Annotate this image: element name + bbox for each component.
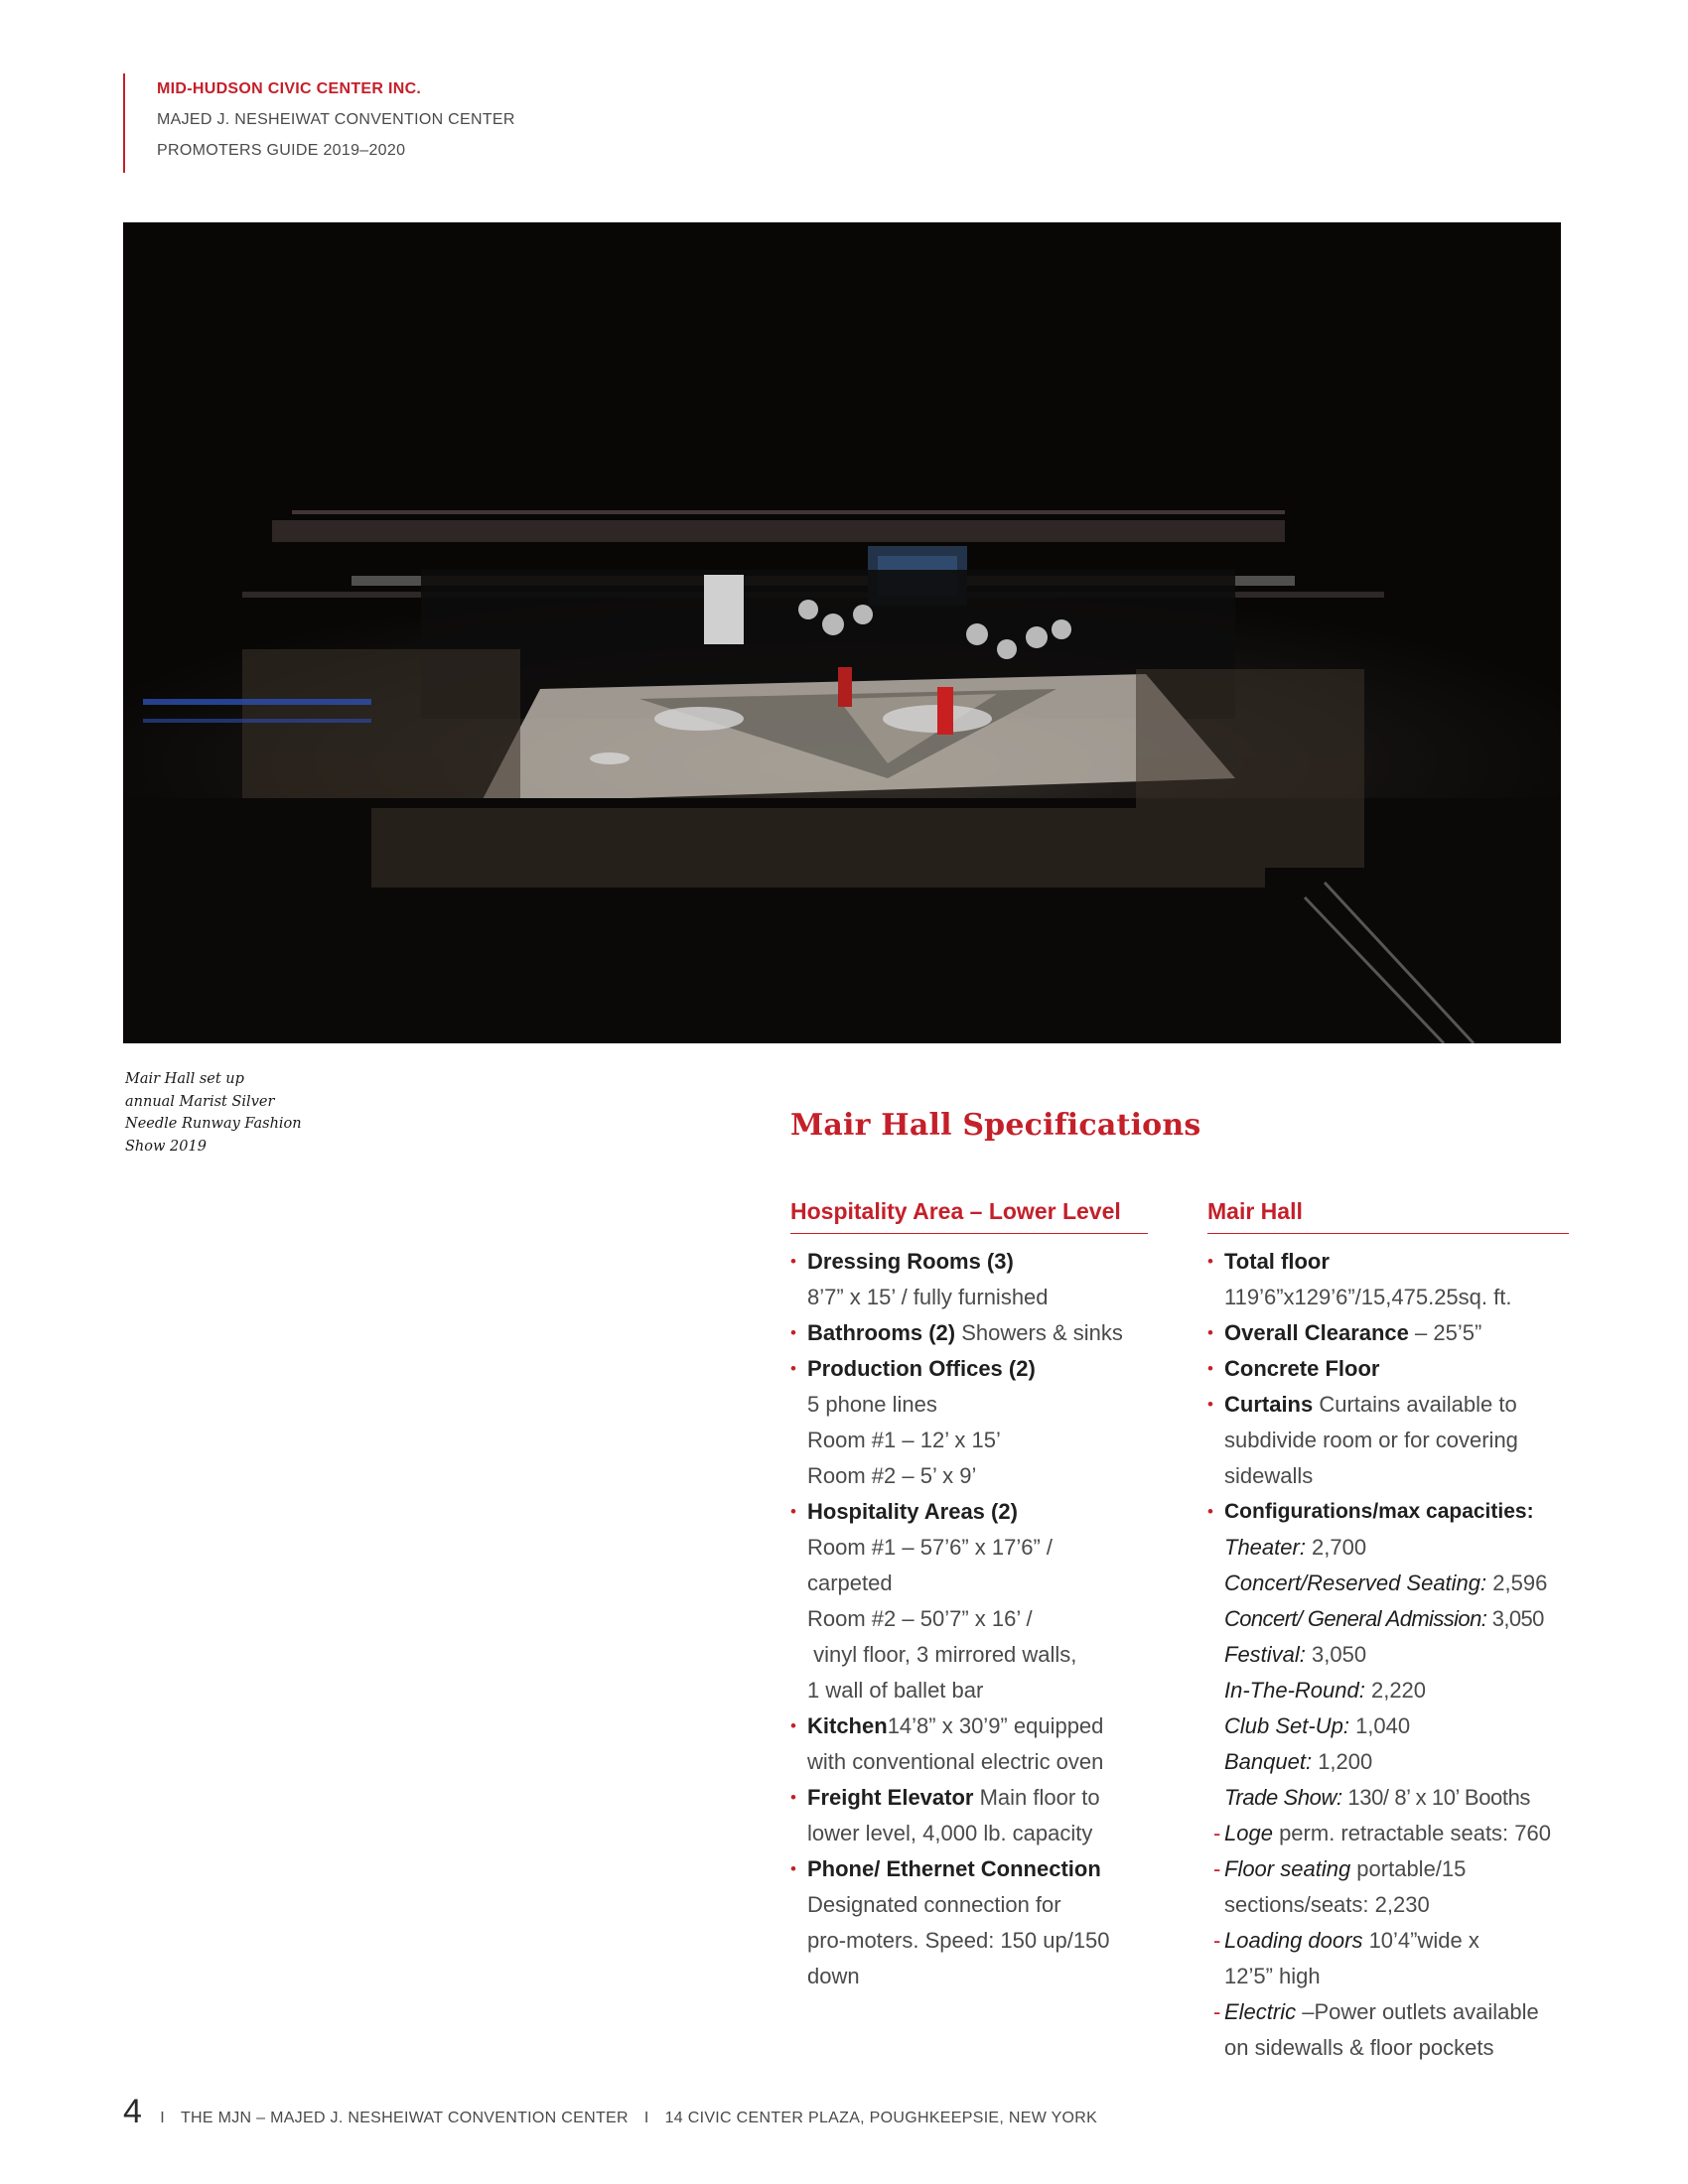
- caption-line: Show 2019: [125, 1138, 207, 1155]
- spec-text: Designated connection for: [807, 1892, 1061, 1917]
- section-title: Mair Hall Specifications: [790, 1108, 1201, 1143]
- caption-line: annual Marist Silver: [125, 1093, 275, 1110]
- spec-item-loading-doors: [1207, 1923, 1569, 1994]
- spec-item-kitchen: [790, 1708, 1148, 1780]
- spec-label: Overall Clearance: [1224, 1320, 1409, 1345]
- caption-line: Needle Runway Fashion: [125, 1116, 302, 1132]
- spec-item-configurations: [1207, 1494, 1569, 1816]
- spec-item-bathrooms: [790, 1315, 1148, 1351]
- spec-text: pro-moters. Speed: 150 up/150: [807, 1928, 1110, 1953]
- spec-item-total-floor: [1207, 1244, 1569, 1315]
- spec-text: Showers & sinks: [955, 1320, 1123, 1345]
- spec-label: Concrete Floor: [1224, 1356, 1380, 1381]
- spec-text: 10’4”wide x: [1362, 1928, 1479, 1953]
- config-general-admission: Concert/ General Admission: 3,050: [1224, 1606, 1544, 1631]
- spec-text: 14’8” x 30’9” equipped: [887, 1713, 1104, 1738]
- column-heading: Hospitality Area – Lower Level: [790, 1195, 1148, 1234]
- hospitality-column: [790, 1195, 1148, 1994]
- photo-caption: [125, 1068, 353, 1158]
- spec-text: Room #1 – 57’6” x 17’6” /: [807, 1535, 1054, 1560]
- spec-text: sidewalls: [1224, 1463, 1314, 1488]
- spec-text: Room #1 – 12’ x 15’: [807, 1428, 1001, 1452]
- spec-label: • Dressing Rooms (3): [807, 1249, 1014, 1274]
- config-trade-show: Trade Show: 130/ 8’ x 10’ Booths: [1224, 1785, 1531, 1810]
- spec-text: Room #2 – 5’ x 9’: [807, 1463, 977, 1488]
- spec-item-curtains: [1207, 1387, 1569, 1494]
- organization-name: MID-HUDSON CIVIC CENTER INC.: [157, 80, 422, 97]
- spec-item-freight-elevator: [790, 1780, 1148, 1851]
- spec-text: sections/seats: 2,230: [1224, 1892, 1430, 1917]
- spec-text: portable/15: [1350, 1856, 1467, 1881]
- spec-text: subdivide room or for covering: [1224, 1428, 1518, 1452]
- config-theater: Theater: 2,700: [1224, 1535, 1367, 1560]
- spec-label: Loading doors: [1224, 1928, 1363, 1953]
- spec-text: on sidewalls & floor pockets: [1224, 2035, 1494, 2060]
- spec-text: vinyl floor, 3 mirrored walls,: [807, 1642, 1077, 1667]
- spec-item-loge: [1207, 1816, 1569, 1851]
- spec-label: Curtains: [1224, 1392, 1314, 1417]
- spec-item-dressing-rooms: [790, 1244, 1148, 1315]
- spec-text: carpeted: [807, 1570, 893, 1595]
- spec-label: Bathrooms (2): [807, 1320, 956, 1345]
- spec-label: • Total floor: [1224, 1249, 1330, 1274]
- spec-text: 8’7” x 15’ / fully furnished: [807, 1285, 1049, 1309]
- spec-text: lower level, 4,000 lb. capacity: [807, 1821, 1093, 1845]
- document-header: [123, 73, 515, 173]
- caption-line: Mair Hall set up: [125, 1071, 244, 1087]
- spec-text: perm. retractable seats: 760: [1272, 1821, 1551, 1845]
- footer-venue: THE MJN – MAJED J. NESHEIWAT CONVENTION CENTER: [180, 2110, 629, 2126]
- column-heading: Mair Hall: [1207, 1195, 1569, 1234]
- spec-text: 5 phone lines: [807, 1392, 937, 1417]
- config-in-the-round: In-The-Round: 2,220: [1224, 1678, 1427, 1703]
- venue-name: MAJED J. NESHEIWAT CONVENTION CENTER: [157, 111, 515, 128]
- spec-label: Kitchen: [807, 1713, 888, 1738]
- footer-address: 14 CIVIC CENTER PLAZA, POUGHKEEPSIE, NEW YORK: [664, 2110, 1098, 2126]
- spec-text: 1 wall of ballet bar: [807, 1678, 984, 1703]
- page-footer: [123, 2095, 1113, 2128]
- spec-label: • Hospitality Areas (2): [807, 1499, 1018, 1524]
- spec-label: • Production Offices (2): [807, 1356, 1036, 1381]
- mair-hall-column: [1207, 1195, 1569, 2066]
- footer-separator: I: [160, 2110, 165, 2126]
- spec-item-hospitality-areas: [790, 1494, 1148, 1708]
- spec-text: 119’6”x129’6”/15,475.25sq. ft.: [1224, 1285, 1512, 1309]
- spec-label: • Configurations/max capacities:: [1224, 1500, 1534, 1523]
- config-reserved-seating: Concert/Reserved Seating: 2,596: [1224, 1570, 1548, 1595]
- config-festival: Festival: 3,050: [1224, 1642, 1367, 1667]
- spec-item-production-offices: [790, 1351, 1148, 1494]
- spec-item-concrete-floor: [1207, 1351, 1569, 1387]
- spec-text: Main floor to: [973, 1785, 1100, 1810]
- spec-item-floor-seating: [1207, 1851, 1569, 1923]
- runway-photo-illustration: [123, 222, 1561, 1043]
- spec-text: with conventional electric oven: [807, 1749, 1104, 1774]
- spec-text: – 25’5”: [1408, 1320, 1482, 1345]
- footer-separator: I: [643, 2110, 649, 2126]
- spec-text: Room #2 – 50’7” x 16’ /: [807, 1606, 1033, 1631]
- spec-label: Floor seating: [1224, 1856, 1351, 1881]
- spec-text: down: [807, 1964, 860, 1988]
- event-photo: [123, 222, 1561, 1043]
- spec-text: Curtains available to: [1313, 1392, 1517, 1417]
- spec-item-electric: [1207, 1994, 1569, 2066]
- spec-text: –Power outlets available: [1296, 1999, 1539, 2024]
- spec-label: Freight Elevator: [807, 1785, 974, 1810]
- page-number: 4: [123, 2093, 143, 2130]
- spec-label: • Phone/ Ethernet Connection: [807, 1856, 1101, 1881]
- guide-title: PROMOTERS GUIDE 2019–2020: [157, 142, 406, 159]
- config-club-setup: Club Set-Up: 1,040: [1224, 1713, 1411, 1738]
- spec-item-phone-ethernet: [790, 1851, 1148, 1994]
- spec-label: Electric: [1224, 1999, 1297, 2024]
- spec-label: Loge: [1224, 1821, 1273, 1845]
- spec-text: 12’5” high: [1224, 1964, 1321, 1988]
- config-banquet: Banquet: 1,200: [1224, 1749, 1373, 1774]
- spec-item-overall-clearance: [1207, 1315, 1569, 1351]
